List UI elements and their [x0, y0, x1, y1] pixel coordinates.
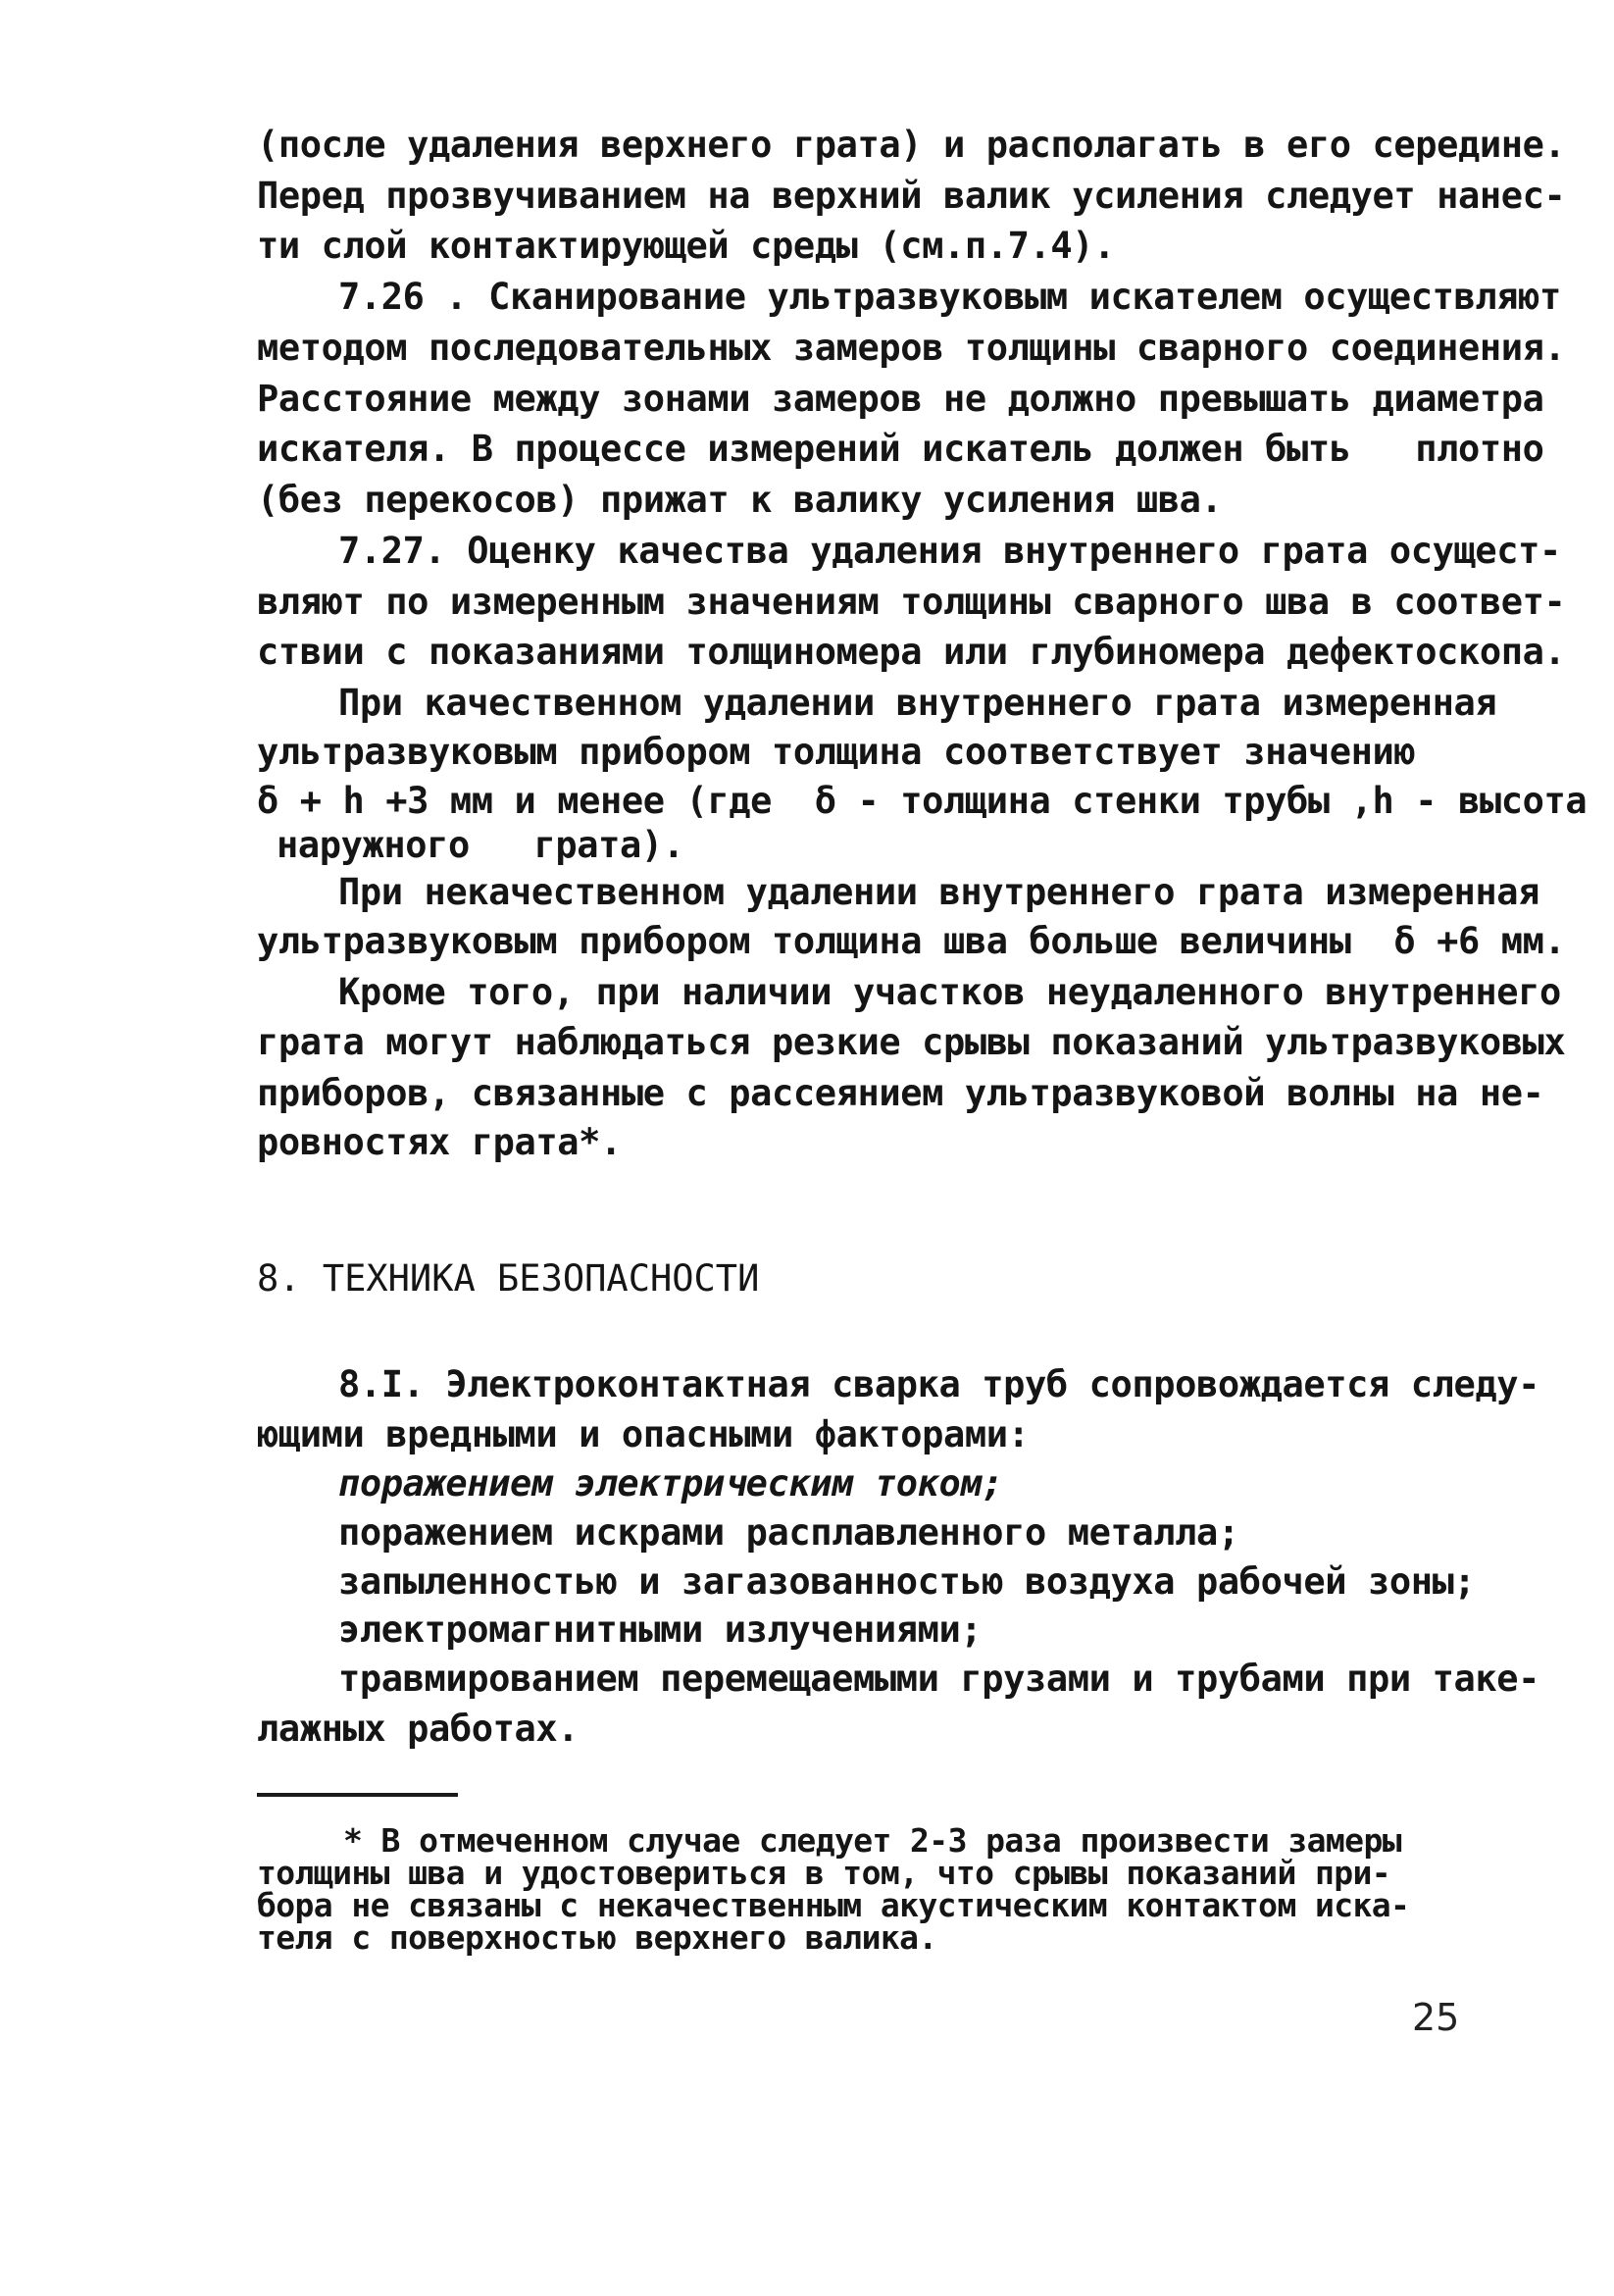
paragraph-7-27-start: 7.27. Оценку качества удаления внутреннего грата осущест-: [338, 530, 1561, 572]
hazard-item-4: электромагнитными излучениями;: [338, 1608, 983, 1651]
hazard-item-3: запыленностью и загазованностью воздуха рабочей зоны;: [338, 1560, 1476, 1603]
paragraph-poor-quality-start: При некачественном удалении внутреннего грата измеренная: [338, 871, 1540, 913]
paragraph-7-26-start: 7.26 . Сканирование ультразвуковым искателем осуществляют: [338, 276, 1561, 318]
text-line-10: вляют по измеренным значениям толщины сварного шва в соответ-: [257, 581, 1566, 623]
text-line-30: лажных работах.: [257, 1708, 580, 1750]
footnote-line-1: * В отмеченном случае следует 2-3 раза произвести замеры: [343, 1821, 1401, 1860]
page-number: 25: [1412, 1996, 1460, 2039]
hazard-item-2: поражением искрами расплавленного металла;: [338, 1511, 1239, 1554]
paragraph-quality-start: При качественном удалении внутреннего грата измеренная: [338, 682, 1497, 724]
text-line-1: (после удаления верхнего грата) и располагать в его середине.: [257, 124, 1566, 166]
paragraph-8-1-start: 8.I. Электроконтактная сварка труб сопровождается следу-: [338, 1363, 1540, 1405]
footnote-divider: [257, 1793, 458, 1797]
text-line-6: Расстояние между зонами замеров не должно превышать диаметра: [257, 378, 1544, 420]
footnote-line-4: теля с поверхностью верхнего валика.: [257, 1918, 937, 1957]
text-line-3: ти слой контактирующей среды (см.п.7.4).: [257, 225, 1116, 267]
text-line-13: ультразвуковым прибором толщина соответствует значению: [257, 731, 1416, 773]
text-line-24: ющими вредными и опасными факторами:: [257, 1413, 1030, 1455]
formula-line: δ + h +3 мм и менее (где δ - толщина стенки трубы ,h - высота: [257, 780, 1588, 822]
text-line-20: приборов, связанные с рассеянием ультразвуковой волны на не-: [257, 1072, 1544, 1114]
text-line-11: ствии с показаниями толщиномера или глубиномера дефектоскопа.: [257, 631, 1566, 673]
text-line-2: Перед прозвучиванием на верхний валик усиления следует нанес-: [257, 175, 1566, 217]
text-line-8: (без перекосов) прижат к валику усиления шва.: [257, 479, 1223, 521]
text-line-5: методом последовательных замеров толщины сварного соединения.: [257, 327, 1566, 369]
section-heading: 8. ТЕХНИКА БЕЗОПАСНОСТИ: [257, 1257, 760, 1300]
hazard-item-5: травмированием перемещаемыми грузами и трубами при таке-: [338, 1658, 1540, 1700]
footnote-line-3: бора не связаны с некачественным акустическим контактом иска-: [257, 1886, 1410, 1924]
text-line-7: искателя. В процессе измерений искатель должен быть плотно: [257, 428, 1544, 470]
text-line-17: ультразвуковым прибором толщина шва больше величины δ +6 мм.: [257, 920, 1566, 962]
text-line-21: ровностях грата*.: [257, 1121, 622, 1163]
text-line-15: наружного грата).: [277, 824, 684, 866]
footnote-line-2: толщины шва и удостовериться в том, что срывы показаний при-: [257, 1854, 1391, 1892]
text-line-19: грата могут наблюдаться резкие срывы показаний ультразвуковых: [257, 1021, 1566, 1063]
paragraph-besides-start: Кроме того, при наличии участков неудаленного внутреннего: [338, 971, 1561, 1013]
hazard-item-1: поражением электрическим током;: [338, 1462, 1004, 1505]
